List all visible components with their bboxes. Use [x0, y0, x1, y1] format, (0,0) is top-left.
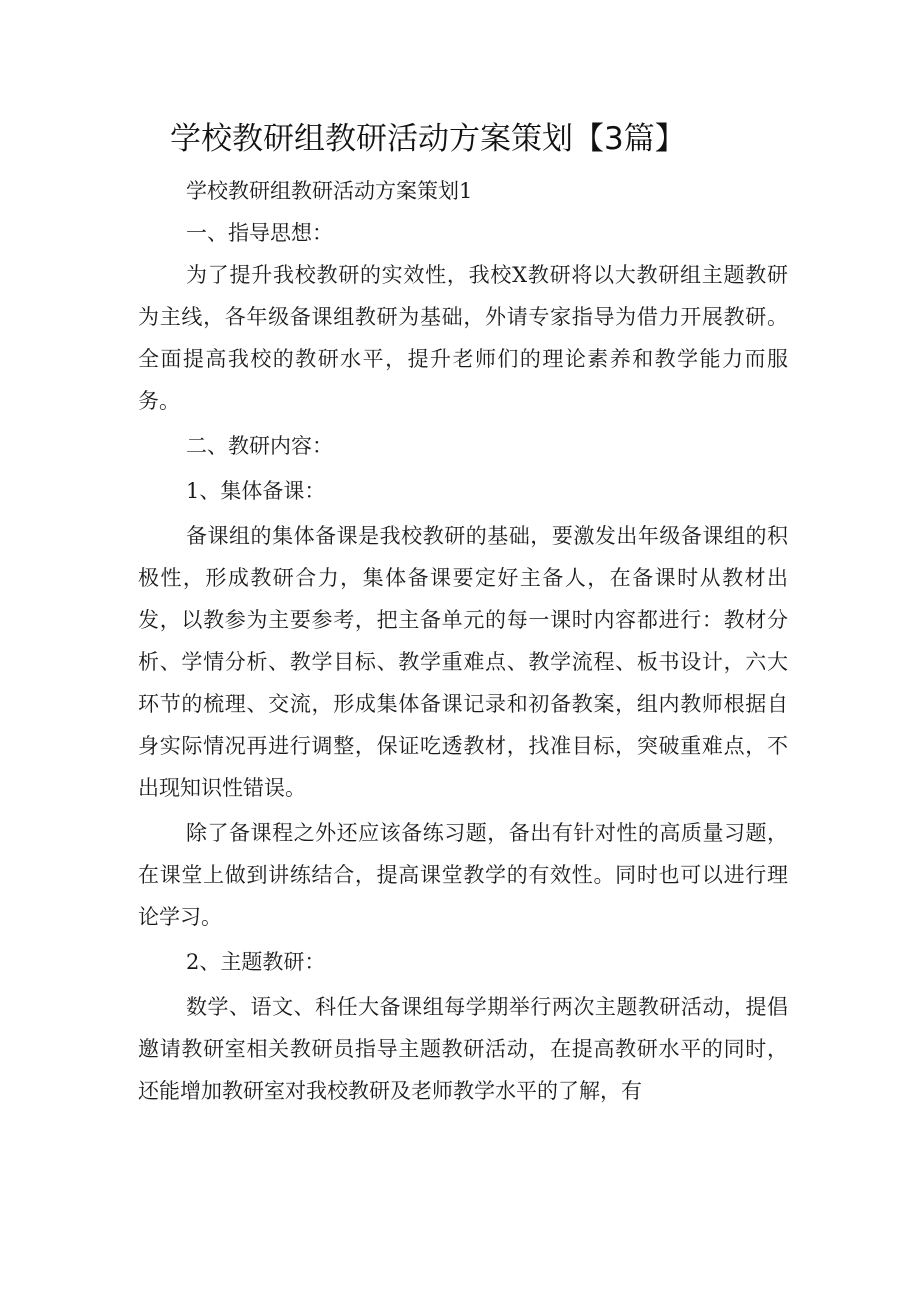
heading-guiding-ideology: 一、指导思想： — [186, 221, 333, 245]
heading-collective-lesson-prep: 1、集体备课： — [186, 479, 326, 503]
paragraph-exercise-prep: 除了备课程之外还应该备练习题，备出有针对性的高质量习题，在课堂上做到讲练结合，提高课堂教学的有效性。同时也可以进行理论学习。 — [138, 821, 788, 929]
section-subtitle: 学校教研组教研活动方案策划1 — [186, 179, 473, 203]
document-title: 学校教研组教研活动方案策划【3篇】 — [170, 121, 686, 157]
heading-theme-research: 2、主题教研： — [186, 950, 326, 974]
document-body — [138, 170, 788, 1112]
paragraph-guiding-ideology: 为了提升我校教研的实效性，我校X教研将以大教研组主题教研为主线，各年级备课组教研为基础，外请专家指导为借力开展教研。全面提高我校的教研水平，提升老师们的理论素养和教学能力而服务。 — [138, 263, 788, 413]
paragraph-theme-research: 数学、语文、科任大备课组每学期举行两次主题教研活动，提倡邀请教研室相关教研员指导主题教研活动，在提高教研水平的同时，还能增加教研室对我校教研及老师教学水平的了解，有 — [138, 995, 788, 1103]
heading-research-content: 二、教研内容： — [186, 434, 333, 458]
paragraph-collective-lesson-prep: 备课组的集体备课是我校教研的基础，要激发出年级备课组的积极性，形成教研合力，集体备课要定好主备人，在备课时从教材出发，以教参为主要参考，把主备单元的每一课时内容都进行：教材分析、学情分析、教学目标、教学重难点、教学流程、板书设计，六大环节的梳理、交流，形成集体备课记录和初备教案，组内教师根据自身实际情况再进行调整，保证吃透教材，找准目标，突破重难点，不出现知识性错误。 — [138, 524, 788, 800]
